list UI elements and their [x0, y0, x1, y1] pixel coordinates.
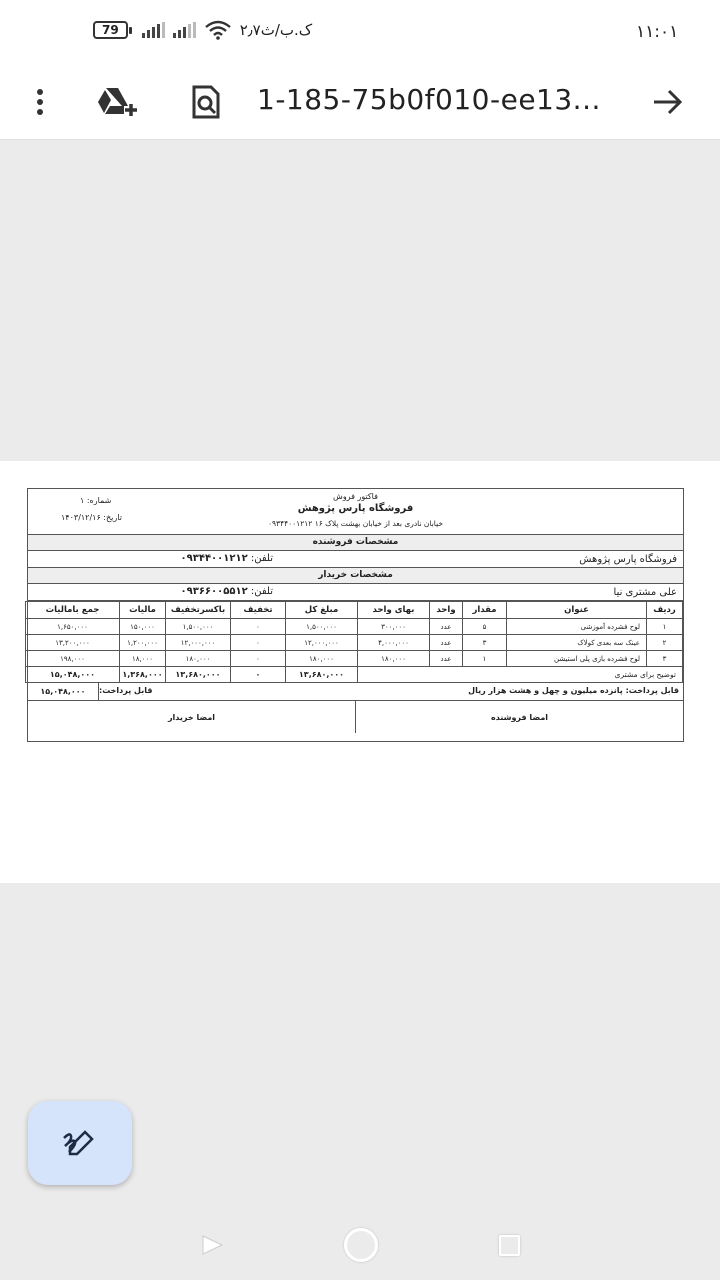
system-nav-bar	[0, 1210, 720, 1280]
network-speed: ۲٫۷ک.ب/ث	[239, 21, 313, 39]
seller-phone-value: ۰۹۳۴۴۰۰۱۲۱۲	[180, 553, 248, 564]
drive-add-icon[interactable]	[96, 80, 140, 124]
invoice	[27, 488, 684, 742]
more-vert-icon[interactable]	[18, 80, 62, 124]
status-icons	[93, 20, 312, 40]
table-row	[26, 619, 683, 635]
signature-row	[28, 701, 683, 733]
buyer-phone-label: تلفن:	[250, 586, 273, 597]
total-discount: ۰	[231, 667, 286, 683]
table-row	[26, 635, 683, 651]
column-header: مبلغ کل	[286, 602, 358, 619]
items-table	[25, 601, 683, 683]
seller-row	[28, 551, 683, 568]
column-header: مقدار	[463, 602, 507, 619]
table-cell: ۳	[647, 651, 683, 667]
buyer-phone-value: ۰۹۳۶۶۰۰۵۵۱۲	[180, 586, 248, 597]
status-bar	[0, 0, 720, 66]
table-cell: ۱۹۸,۰۰۰	[26, 651, 120, 667]
table-cell: ۱,۶۵۰,۰۰۰	[26, 619, 120, 635]
document-title: 1-185-75b0f010-ee13...	[257, 83, 601, 116]
table-cell: ۱,۲۰۰,۰۰۰	[120, 635, 166, 651]
total-after-discount: ۱۳,۶۸۰,۰۰۰	[166, 667, 231, 683]
signal-icon	[142, 22, 165, 38]
total-with-tax: ۱۵,۰۴۸,۰۰۰	[26, 667, 120, 683]
app-toolbar	[0, 66, 720, 140]
column-header: بهای واحد	[358, 602, 430, 619]
wifi-icon	[204, 20, 232, 40]
table-cell: ۱۵۰,۰۰۰	[120, 619, 166, 635]
edit-icon	[61, 1128, 99, 1158]
column-header: باکسرتخفیف	[166, 602, 231, 619]
invoice-header	[28, 489, 683, 535]
column-header: عنوان	[507, 602, 647, 619]
table-cell: ۱۲,۰۰۰,۰۰۰	[286, 635, 358, 651]
seller-phone	[181, 553, 273, 564]
table-cell: ۳۰۰,۰۰۰	[358, 619, 430, 635]
arrow-forward-icon[interactable]	[646, 80, 690, 124]
customer-note: توضیح برای مشتری	[358, 667, 683, 683]
table-cell: ۱	[647, 619, 683, 635]
payable-total: ۱۵,۰۴۸,۰۰۰	[28, 683, 99, 700]
edit-fab-button[interactable]	[28, 1101, 132, 1185]
shop-address: خیابان نادری بعد از خیابان بهشت پلاک ۱۶ ۰۹۳۴۴۰۰۱۲۱۲	[267, 519, 443, 528]
table-cell: ۵	[463, 619, 507, 635]
table-cell: لوح فشرده بازی پلی استیشن	[507, 651, 647, 667]
table-cell: ۱۳,۲۰۰,۰۰۰	[26, 635, 120, 651]
table-cell: ۴,۰۰۰,۰۰۰	[358, 635, 430, 651]
totals-row	[26, 667, 683, 683]
total-amount: ۱۳,۶۸۰,۰۰۰	[286, 667, 358, 683]
table-cell: ۱۸۰,۰۰۰	[166, 651, 231, 667]
buyer-signature: امضا خریدار	[167, 712, 216, 722]
table-cell: ۰	[231, 619, 286, 635]
seller-name: فروشگاه پارس پژوهش	[579, 554, 677, 565]
invoice-type: فاکتور فروش	[333, 492, 378, 501]
table-header	[26, 602, 683, 619]
buyer-row	[28, 584, 683, 601]
column-header: تخفیف	[231, 602, 286, 619]
column-header: واحد	[430, 602, 463, 619]
table-cell: ۰	[231, 635, 286, 651]
invoice-date: تاریخ: ۱۴۰۳/۱۲/۱۶	[61, 513, 122, 522]
table-row	[26, 651, 683, 667]
table-cell: ۰	[231, 651, 286, 667]
table-cell: ۱,۵۰۰,۰۰۰	[286, 619, 358, 635]
table-cell: لوح فشرده آموزشی	[507, 619, 647, 635]
table-cell: ۱۲,۰۰۰,۰۰۰	[166, 635, 231, 651]
buyer-section-title: مشخصات خریدار	[28, 568, 683, 584]
table-cell: عدد	[430, 635, 463, 651]
payable-row	[28, 683, 683, 701]
shop-name: فروشگاه پارس پژوهش	[297, 503, 414, 514]
buyer-name: علی مشتری نیا	[613, 587, 677, 598]
invoice-number: شماره: ۱	[80, 496, 112, 505]
table-cell: عینک سه بعدی کولاک	[507, 635, 647, 651]
table-cell: ۱	[463, 651, 507, 667]
table-cell: ۳	[463, 635, 507, 651]
clock: ۱۱:۰۱	[636, 22, 679, 42]
signal-2-icon	[173, 22, 196, 38]
payable-words: قابل پرداخت: پانزده میلیون و چهل و هشت هزار ریال	[468, 686, 679, 695]
buyer-phone	[181, 586, 273, 597]
total-tax: ۱,۳۶۸,۰۰۰	[120, 667, 166, 683]
payable-label: قابل پرداخت:	[99, 686, 153, 695]
column-header: ردیف	[647, 602, 683, 619]
find-in-page-icon[interactable]	[184, 80, 228, 124]
seller-signature: امضا فروشنده	[355, 701, 683, 733]
table-cell: عدد	[430, 651, 463, 667]
home-icon[interactable]	[344, 1228, 378, 1262]
recents-icon[interactable]	[499, 1235, 520, 1256]
battery-indicator: 79	[93, 21, 128, 39]
seller-phone-label: تلفن:	[250, 553, 273, 564]
table-cell: ۱۸,۰۰۰	[120, 651, 166, 667]
column-header: جمع بامالیات	[26, 602, 120, 619]
table-cell: ۲	[647, 635, 683, 651]
seller-section-title: مشخصات فروشنده	[28, 535, 683, 551]
table-cell: عدد	[430, 619, 463, 635]
table-cell: ۱۸۰,۰۰۰	[286, 651, 358, 667]
table-cell: ۱۸۰,۰۰۰	[358, 651, 430, 667]
back-icon[interactable]	[200, 1234, 224, 1256]
column-header: مالیات	[120, 602, 166, 619]
document-page[interactable]	[0, 461, 720, 883]
table-cell: ۱,۵۰۰,۰۰۰	[166, 619, 231, 635]
